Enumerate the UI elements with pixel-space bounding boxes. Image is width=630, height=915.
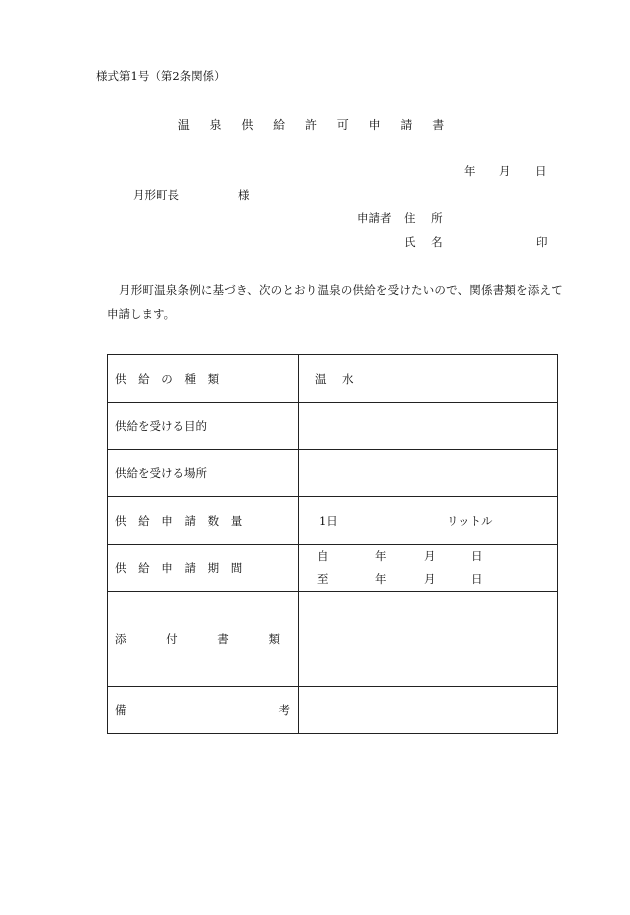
remarks-label <box>108 687 299 734</box>
table-row-attachments <box>108 592 558 687</box>
supply-type-label: 供 給 の 種 類 <box>108 355 299 403</box>
quantity-unit: リットル <box>446 513 493 528</box>
body-text-line-2: 申請します。 <box>107 307 176 321</box>
applicant-label: 申請者 <box>357 211 392 225</box>
table-row-remarks <box>108 687 558 734</box>
table-row-supply-type <box>108 355 558 403</box>
seal-mark: 印 <box>536 235 548 249</box>
period-from-day: 日 <box>470 549 483 563</box>
attachments-label: 添 付 書 類 <box>108 592 299 687</box>
period-to-day: 日 <box>470 572 483 586</box>
period-from-month: 月 <box>423 549 436 563</box>
period-label: 供 給 申 請 期 間 <box>108 545 299 592</box>
supply-type-value[interactable]: 温 水 <box>298 355 557 403</box>
remarks-value[interactable] <box>298 687 557 734</box>
period-from-prefix: 自 <box>316 549 329 563</box>
period-to-line <box>317 568 557 591</box>
addressee-honorific: 様 <box>238 188 250 202</box>
form-number: 様式第1号（第2条関係） <box>96 69 226 83</box>
purpose-value[interactable] <box>298 403 557 450</box>
period-to-year: 年 <box>374 572 387 586</box>
table-row-place <box>108 450 558 497</box>
remarks-label-left: 備 <box>115 703 127 717</box>
date-year-label: 年 <box>464 164 476 178</box>
addressee-name: 月形町長 <box>133 188 179 202</box>
remarks-label-right: 考 <box>278 703 290 717</box>
applicant-address-label: 住 所 <box>404 211 449 225</box>
quantity-value[interactable] <box>298 497 557 545</box>
table-row-quantity <box>108 497 558 545</box>
period-from-line <box>317 545 557 568</box>
applicant-name-label: 氏 名 <box>404 235 449 249</box>
period-from-year: 年 <box>374 549 387 563</box>
document-title: 温 泉 供 給 許 可 申 請 書 <box>177 118 453 132</box>
table-row-period <box>108 545 558 592</box>
quantity-label: 供 給 申 請 数 量 <box>108 497 299 545</box>
place-value[interactable] <box>298 450 557 497</box>
body-text-line-1: 月形町温泉条例に基づき、次のとおり温泉の供給を受けたいので、関係書類を添えて <box>119 283 563 297</box>
application-table <box>107 354 558 734</box>
place-label: 供給を受ける場所 <box>108 450 299 497</box>
date-day-label: 日 <box>535 164 547 178</box>
table-row-purpose <box>108 403 558 450</box>
period-to-prefix: 至 <box>316 572 329 586</box>
quantity-prefix: 1日 <box>318 513 338 528</box>
date-month-label: 月 <box>499 164 511 178</box>
attachments-value[interactable] <box>298 592 557 687</box>
period-value[interactable] <box>298 545 557 592</box>
purpose-label: 供給を受ける目的 <box>108 403 299 450</box>
period-to-month: 月 <box>423 572 436 586</box>
